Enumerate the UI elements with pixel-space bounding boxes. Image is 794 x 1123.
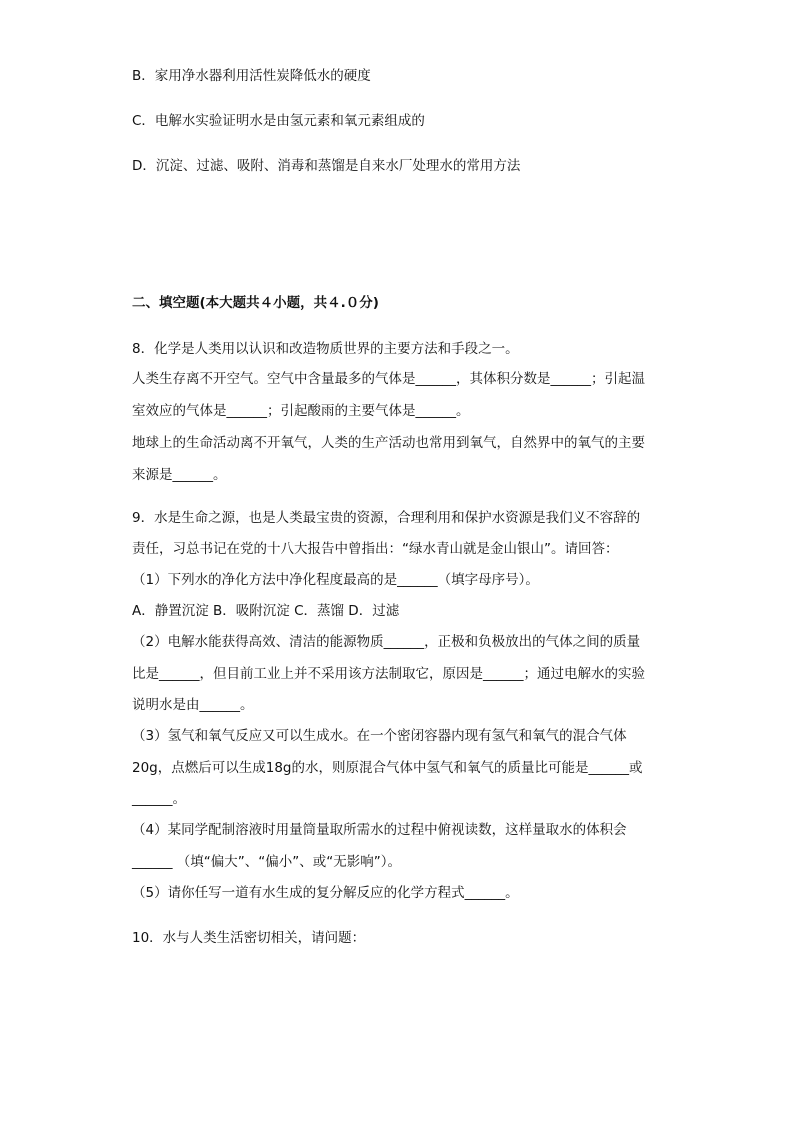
q8-line2: 室效应的气体是______；引起酸雨的主要气体是______。	[132, 403, 470, 419]
q9-stem-2: 责任，习总书记在党的十八大报告中曾指出：“绿水青山就是金山银山”。请回答：	[132, 541, 619, 557]
q8-line3: 地球上的生命活动离不开氧气，人类的生产活动也常用到氧气，自然界中的氧气的主要	[132, 435, 645, 451]
q8-line1: 人类生存离不开空气。空气中含量最多的气体是______，其体积分数是______；引起温	[132, 371, 645, 387]
option-b: B．家用净水器利用活性炭降低水的硬度	[132, 68, 371, 84]
q8-line4: 来源是______。	[132, 467, 227, 483]
option-c: C．电解水实验证明水是由氢元素和氧元素组成的	[132, 113, 425, 129]
section-title: 二、填空题(本大题共４小题，共４.０分)	[132, 295, 379, 311]
q10-stem: 10．水与人类生活密切相关，请问题：	[132, 930, 366, 946]
q9-part1: （1）下列水的净化方法中净化程度最高的是______（填字母序号）。	[132, 572, 539, 588]
q9-part2-line3: 说明水是由______。	[132, 697, 254, 713]
q9-stem-1: 9．水是生命之源，也是人类最宝贵的资源，合理利用和保护水资源是我们义不容辞的	[132, 510, 641, 526]
q9-part1-options: A．静置沉淀 B．吸附沉淀 C．蒸馏 D．过滤	[132, 603, 400, 619]
q9-part2-line2: 比是______，但目前工业上并不采用该方法制取它，原因是______；通过电解水的实验	[132, 666, 645, 682]
q9-part3-line2: 20g，点燃后可以生成18g的水，则原混合气体中氢气和氧气的质量比可能是______或	[132, 760, 643, 776]
option-d: D．沉淀、过滤、吸附、消毒和蒸馏是自来水厂处理水的常用方法	[132, 158, 521, 174]
q9-part3-line1: （3）氢气和氧气反应又可以生成水。在一个密闭容器内现有氢气和氧气的混合气体	[132, 728, 627, 744]
q9-part3-line3: ______。	[132, 791, 186, 807]
q9-part4-line1: （4）某同学配制溶液时用量筒量取所需水的过程中俯视读数，这样量取水的体积会	[132, 822, 627, 838]
q9-part5: （5）请你任写一道有水生成的复分解反应的化学方程式______。	[132, 885, 519, 901]
q8-stem: 8．化学是人类用以认识和改造物质世界的主要方法和手段之一。	[132, 341, 519, 357]
q9-part4-line2: ______ （填“偏大”、“偏小”、或“无影响”）。	[132, 854, 402, 870]
q9-part2-line1: （2）电解水能获得高效、清洁的能源物质______，正极和负极放出的气体之间的质量	[132, 634, 641, 650]
